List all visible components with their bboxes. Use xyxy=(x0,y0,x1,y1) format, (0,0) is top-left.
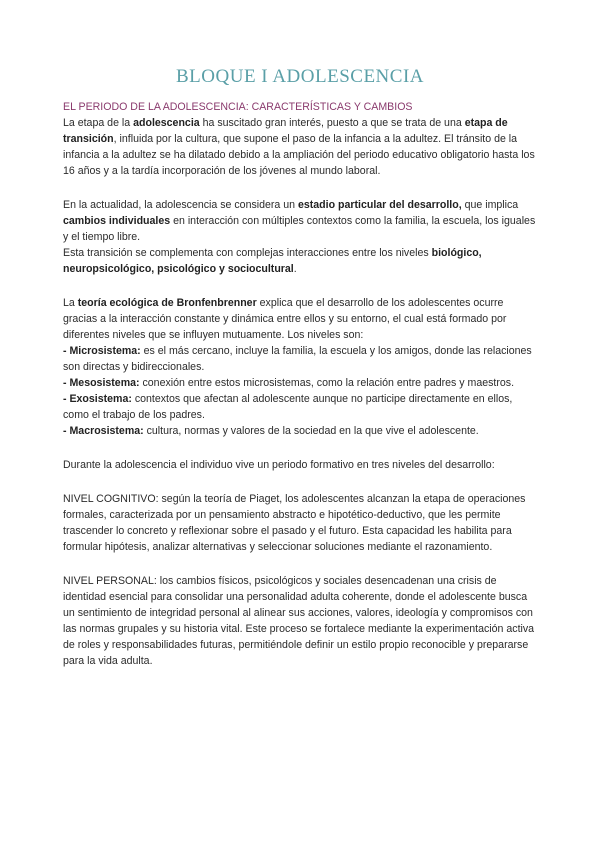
paragraph-personal: NIVEL PERSONAL: los cambios físicos, psicológicos y sociales desencadenan una crisis de identidad esencial para consolidar una personalidad adulta coherente, donde el adolescente busca un sentimiento de integridad personal al alinear sus acciones, valores, ideología y compromisos con las normas grupales y su historia vital. Este proceso se fortalece mediante la experimentación activa de roles y responsabilidades futuras, permitiéndole definir un estilo propio reconocible y prepararse para la vida adulta. xyxy=(63,575,535,667)
personal-label: NIVEL PERSONAL: xyxy=(63,575,157,587)
paragraph-cognitive: NIVEL COGNITIVO: según la teoría de Piaget, los adolescentes alcanzan la etapa de operaciones formales, caracterizada por un pensamiento abstracto e hipotético-deductivo, que les permite trascender lo concreto y reflexionar sobre el pasado y el futuro. Esta capacidad les habilita para formular hipótesis, analizar alternativas y seleccionar soluciones mediante el razonamiento. xyxy=(63,493,526,553)
page-title: BLOQUE I ADOLESCENCIA xyxy=(176,66,424,87)
paragraph-bronfenbrenner: La teoría ecológica de Bronfenbrenner explica que el desarrollo de los adolescentes ocurre gracias a la interacción constante y dinámica entre ellos y su entorno, el cual está formado por diferentes niveles que se influyen mutuamente. Los niveles son: xyxy=(63,297,507,341)
paragraph-formative: Durante la adolescencia el individuo vive un periodo formativo en tres niveles del desarrollo: xyxy=(63,459,495,471)
level-item: - Mesosistema: conexión entre estos microsistemas, como la relación entre padres y maestros. xyxy=(63,377,515,389)
level-item: - Exosistema: contextos que afectan al adolescente aunque no participe directamente en ellos, como el trabajo de los padres. xyxy=(63,393,513,421)
paragraph-intro: La etapa de la adolescencia ha suscitado gran interés, puesto a que se trata de una etapa de transición, influida por la cultura, que supone el paso de la infancia a la adultez. El tránsito de la infancia a la adultez se ha dilatado debido a la ampliación del periodo educativo obligatorio hasta los 16 años y a la tardía incorporación de los jóvenes al mundo laboral. xyxy=(63,117,535,177)
paragraph-stage: En la actualidad, la adolescencia se considera un estadio particular del desarrollo, que implica cambios individuales en interacción con múltiples contextos como la familia, la escuela, los iguales y el tiempo libre. xyxy=(63,199,536,243)
cognitive-label: NIVEL COGNITIVO: xyxy=(63,493,159,505)
paragraph-transition: Esta transición se complementa con complejas interacciones entre los niveles biológico, neuropsicológico, psicológico y sociocultural. xyxy=(63,247,482,275)
section-heading: EL PERIODO DE LA ADOLESCENCIA: CARACTERÍSTICAS Y CAMBIOS xyxy=(63,101,413,113)
level-item: - Macrosistema: cultura, normas y valores de la sociedad en la que vive el adolescente. xyxy=(63,425,479,437)
level-item: - Microsistema: es el más cercano, incluye la familia, la escuela y los amigos, donde las relaciones son directas y bidireccionales. xyxy=(63,345,532,373)
